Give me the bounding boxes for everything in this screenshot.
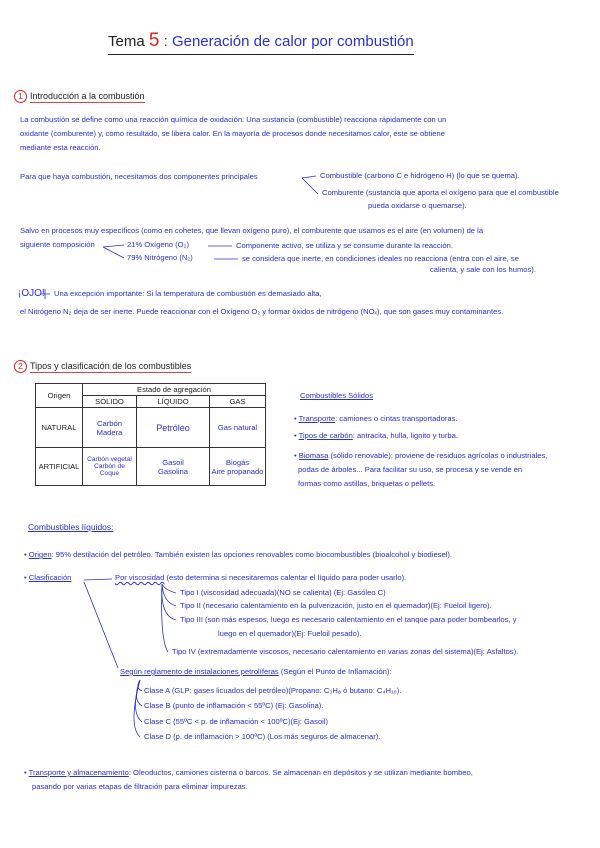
nitrogen-note-cont: calienta, y sale con los humos). bbox=[430, 265, 536, 274]
list-item: • Origen: 95% destilación del petróleo. También existen las opciones renovables como biocombustibles (bioalcohol y biodiesel). bbox=[24, 550, 453, 559]
item-text: : Oleoductos, camiones cisterna o barcos. Se almacenan en depósitos y se utilizan mediante bombeo, bbox=[128, 768, 473, 777]
oxygen-note: Componente activo, se utiliza y se consume durante la reacción. bbox=[236, 241, 453, 250]
item-text: : 95% destilación del petróleo. También existen las opciones renovables como biocombustibles (bioalcohol y biodiesel). bbox=[51, 550, 453, 559]
nitrogen-note: se considera que inerte, en condiciones ideales no reacciona (entra con el aire, se bbox=[242, 254, 519, 263]
table-row bbox=[36, 448, 266, 486]
paragraph-line: oxidante (comburente) y, como resultado, se libera calor. En la mayoría de procesos donde necesitamos calor, este se obtiene bbox=[20, 129, 445, 138]
components-intro: Para que haya combustión, necesitamos dos componentes principales bbox=[20, 172, 258, 181]
column-header: SÓLIDO bbox=[83, 396, 137, 408]
list-item-cont: formas como astillas, briquetas o pellets. bbox=[298, 479, 436, 488]
table-row bbox=[36, 408, 266, 448]
page-title bbox=[108, 30, 414, 55]
ojo-label: ¡OJO! bbox=[18, 288, 45, 299]
branch-text: (esto determina si necesitaremos calentar el líquido para poder usarlo). bbox=[166, 573, 407, 582]
title-prefix: Tema bbox=[108, 33, 145, 50]
cell-item: Carbón vegetal bbox=[87, 456, 132, 463]
section-title: Tipos y clasificación de los combustibles bbox=[30, 361, 192, 371]
regulation-class: Clase A (GLP: gases licuados del petróleo)(Propano: C₃H₈ ó butano: C₄H₁₀). bbox=[144, 686, 402, 695]
regulation-class: Clase B (punto de inflamación < 55ºC) (Ej: Gasolina). bbox=[144, 701, 324, 710]
cell-item: Gasolina bbox=[158, 466, 188, 476]
item-text: (sólido renovable): proviene de residuos agrícolas o industriales, bbox=[328, 451, 548, 460]
list-item-cont: pasando por varias etapas de filtración para eliminar impurezas. bbox=[32, 782, 248, 791]
branch-label: Por viscosidad bbox=[115, 573, 165, 582]
comburente-definition: Comburente (sustancia que aporta el oxígeno para que el combustible bbox=[322, 188, 559, 197]
origin-header: Origen bbox=[36, 384, 83, 408]
table-cell bbox=[83, 408, 137, 448]
section-title: Introducción a la combustión bbox=[30, 91, 145, 101]
state-header: Estado de agregación bbox=[83, 384, 266, 396]
viscosity-type-cont: luego en el quemador)(Ej: Fueloil pesado). bbox=[218, 629, 362, 638]
section-2-heading bbox=[14, 360, 191, 373]
title-number: 5 bbox=[148, 30, 160, 51]
list-item-cont: podas de árboles... Para facilitar su uso, se procesa y se vende en bbox=[298, 465, 523, 474]
row-origin: ARTIFICIAL bbox=[36, 448, 83, 486]
cell-item: Biogás bbox=[225, 457, 250, 467]
list-item: • Tipos de carbón: antracita, hulla, lignito y turba. bbox=[294, 431, 458, 440]
cell-item: Aire propanado bbox=[211, 466, 264, 476]
list-item: • Clasificación bbox=[24, 573, 72, 582]
air-intro: Salvo en procesos muy específicos (como en cohetes, que llevan oxígeno puro), el comburente que usamos es el aire (en volumen) de la bbox=[20, 226, 484, 235]
comburente-definition-cont: pueda oxidarse o quemarse). bbox=[368, 201, 467, 210]
table-cell bbox=[137, 408, 210, 448]
branch-label: Según reglamento de instalaciones petrolíferas bbox=[120, 667, 279, 676]
paragraph-line: La combustión se define como una reacción química de oxidación. Una sustancia (combustible) reacciona rápidamente con un bbox=[20, 115, 447, 124]
table-cell bbox=[210, 448, 266, 486]
cell-item: Petróleo bbox=[156, 422, 190, 433]
cell-item: Gasoil bbox=[162, 457, 184, 467]
viscosity-branch bbox=[115, 574, 406, 582]
combustible-definition: Combustible (carbono C e hidrógeno H) (lo que se quema). bbox=[320, 171, 520, 180]
viscosity-type: Tipo I (viscosidad adecuada)(NO se calienta) (Ej: Gasóleo C) bbox=[180, 588, 386, 597]
column-header: GAS bbox=[210, 396, 266, 408]
section-number: 1 bbox=[14, 90, 27, 103]
item-label: Transporte y almacenamiento bbox=[28, 768, 129, 777]
item-label: Origen bbox=[28, 550, 52, 559]
item-label: Transporte bbox=[298, 414, 336, 423]
item-text: : antracita, hulla, lignito y turba. bbox=[352, 431, 458, 440]
table-cell bbox=[83, 448, 137, 486]
viscosity-type: Tipo IV (extremadamente viscosos, necesario calentamiento en varias zonas del sistema)(Ej: Asfaltos). bbox=[172, 647, 519, 656]
list-item: • Transporte: camiones o cintas transportadoras. bbox=[294, 414, 458, 423]
nitrogen-item: 79% Nitrógeno (N₂) bbox=[127, 253, 193, 262]
cell-item: Carbón de Coque bbox=[94, 463, 125, 477]
oxygen-item: 21% Oxígeno (O₂) bbox=[127, 240, 190, 249]
item-label: Biomasa bbox=[298, 451, 329, 460]
title-text: : Generación de calor por combustión bbox=[163, 33, 414, 50]
branch-text: (Según el Punto de Inflamación): bbox=[280, 667, 392, 676]
cell-item: Carbón bbox=[97, 418, 122, 428]
column-header: LÍQUIDO bbox=[137, 396, 210, 408]
list-item: • Transporte y almacenamiento: Oleoductos, camiones cisterna o barcos. Se almacenan en depósitos y se utilizan mediante bombeo, bbox=[24, 768, 473, 777]
air-intro-cont: siguiente composición bbox=[20, 240, 95, 249]
cell-item: Madera bbox=[96, 427, 123, 437]
ojo-text: Una excepción importante: Si la temperatura de combustión es demasiado alta, bbox=[54, 289, 322, 298]
table-cell bbox=[137, 448, 210, 486]
item-label: Clasificación bbox=[28, 573, 72, 582]
cell-item: Gas natural bbox=[217, 423, 258, 432]
regulation-branch bbox=[120, 668, 391, 676]
viscosity-type: Tipo III (son más espesos, luego es necesario calentamiento en el tanque para poder bombearlos, y bbox=[180, 615, 517, 624]
row-origin: NATURAL bbox=[36, 408, 83, 448]
paragraph-line: mediante esta reacción. bbox=[20, 143, 101, 152]
table-cell bbox=[210, 408, 266, 448]
solids-heading: Combustibles Sólidos bbox=[300, 391, 374, 400]
item-label: Tipos de carbón bbox=[298, 431, 353, 440]
viscosity-type: Tipo II (necesario calentamiento en la pulverización, justo en el quemador)(Ej: Fueloil ligero). bbox=[180, 601, 492, 610]
section-number: 2 bbox=[14, 360, 27, 373]
regulation-class: Clase C (55ºC < p. de inflamación < 100ºC)(Ej: Gasoil) bbox=[144, 717, 329, 726]
ojo-text-cont: el Nitrógeno N₂ deja de ser inerte. Puede reaccionar con el Oxígeno O₂ y formar óxidos de nitrógeno (NOₓ), que son gases muy contaminantes. bbox=[20, 307, 504, 316]
fuel-classification-table bbox=[35, 383, 266, 486]
list-item: • Biomasa (sólido renovable): proviene de residuos agrícolas o industriales, bbox=[294, 451, 548, 460]
liquids-heading: Combustibles líquidos: bbox=[28, 522, 114, 532]
section-1-heading bbox=[14, 90, 145, 103]
item-text: : camiones o cintas transportadoras. bbox=[335, 414, 458, 423]
regulation-class: Clase D (p. de inflamación > 100ºC) (Los más seguros de almacenar). bbox=[144, 732, 381, 741]
